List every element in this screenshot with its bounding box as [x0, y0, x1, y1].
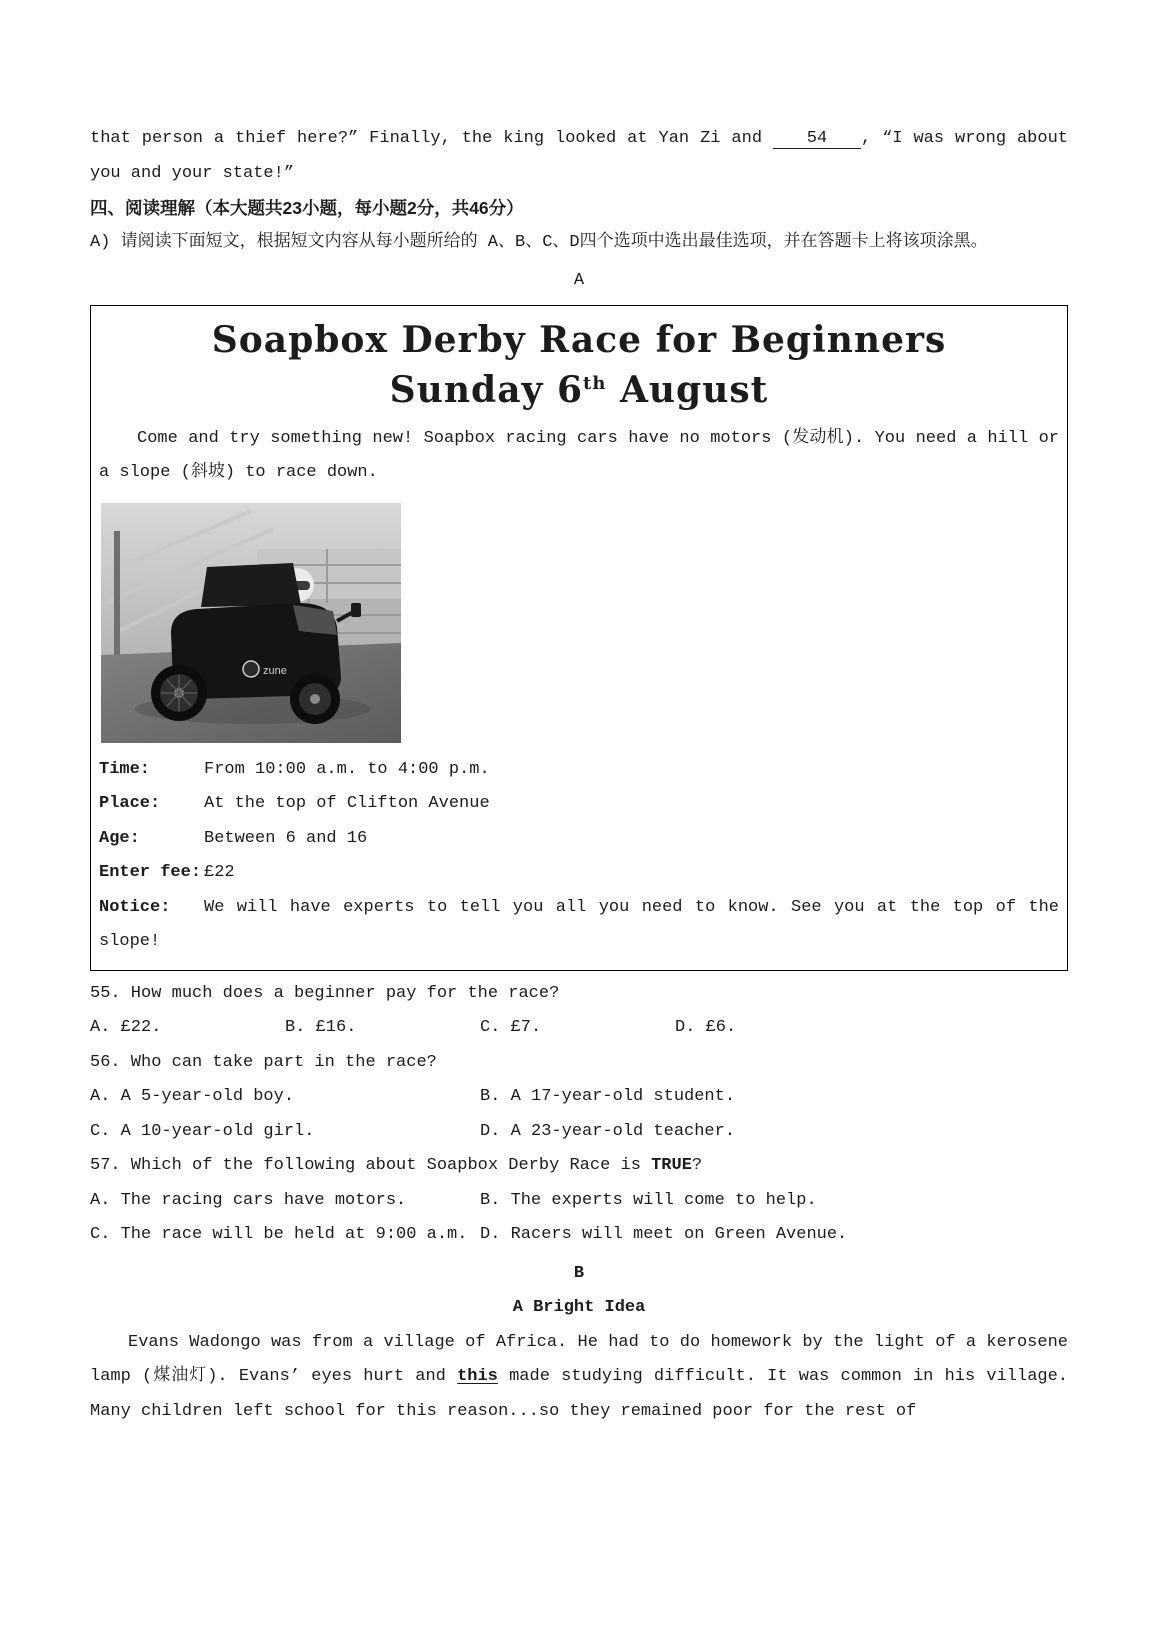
question-57-stem-pre: 57. Which of the following about Soapbox Derby Race is [90, 1156, 652, 1175]
question-55-options [90, 1011, 1068, 1046]
question-56-options-row1 [90, 1080, 1068, 1115]
option-57-a: A. The racing cars have motors. [90, 1190, 407, 1210]
option-57-b: B. The experts will come to help. [480, 1190, 817, 1210]
passage-b-label: B [573, 1263, 585, 1283]
fee-value: £22 [204, 863, 235, 882]
question-56-stem: 56. Who can take part in the race? [90, 1052, 437, 1072]
poster-title [99, 318, 1059, 412]
option-57-d: D. Racers will meet on Green Avenue. [480, 1225, 848, 1244]
poster-date-pre: Sunday 6 [389, 368, 584, 411]
poster-date-ordinal: th [583, 372, 607, 394]
option-55-c: C. £7. [480, 1018, 542, 1037]
passage-b-paragraph [90, 1326, 1068, 1430]
poster-title-line2 [99, 362, 1059, 412]
detail-row-fee [99, 856, 1059, 891]
notice-value: We will have experts to tell you all you need to know. See you at the top of the slope! [99, 897, 1059, 951]
section-heading: 四、阅读理解（本大题共23小题，每小题2分，共46分） [90, 198, 524, 218]
question-57-stem-post: ? [691, 1156, 703, 1175]
passage-a-label: A [573, 271, 585, 290]
question-57-options-row2 [90, 1218, 1068, 1253]
time-value: From 10:00 a.m. to 4:00 p.m. [204, 759, 490, 779]
place-value: At the top of Clifton Avenue [204, 794, 490, 813]
detail-row-time [99, 753, 1059, 788]
option-56-a: A. A 5-year-old boy. [90, 1087, 295, 1106]
poster-intro: Come and try something new! Soapbox racing cars have no motors (发动机). You need a hill or a slope (斜坡) to race down. [99, 428, 1059, 482]
poster-date-post: August [606, 368, 769, 411]
option-56-d: D. A 23-year-old teacher. [480, 1121, 736, 1141]
question-57-stem [90, 1149, 1068, 1184]
option-56-c: C. A 10-year-old girl. [90, 1121, 315, 1141]
passage-b-text-pre: Evans Wadongo was from a village of Africa. He had to do homework by the light of a kerosene lamp (煤油灯). Evans’ eyes hurt and [90, 1332, 1068, 1386]
poster-box [90, 305, 1068, 971]
passage-b-text-post: made studying difficult. It was common in his village. Many children left school for this reason...so they remained poor for the rest of [90, 1367, 1068, 1421]
instruction-text: A) 请阅读下面短文，根据短文内容从每小题所给的 A、B、C、D四个选项中选出最佳选项，并在答题卡上将该项涂黑。 [90, 232, 988, 252]
car-logo-text: zune [263, 664, 287, 677]
soapbox-car-photo [101, 503, 401, 743]
option-55-a: A. £22. [90, 1018, 162, 1037]
option-56-b: B. A 17-year-old student. [480, 1087, 736, 1106]
option-55-d: D. £6. [675, 1018, 737, 1037]
option-57-c: C. The race will be held at 9:00 a.m. [90, 1225, 468, 1244]
age-value: Between 6 and 16 [204, 828, 368, 848]
detail-row-place [99, 787, 1059, 822]
blank-54: 54 [773, 129, 861, 149]
age-label: Age: [99, 828, 140, 848]
option-55-b: B. £16. [285, 1018, 357, 1037]
soapbox-car-illustration [101, 503, 401, 743]
poster-title-line1: Soapbox Derby Race for Beginners [211, 318, 947, 361]
time-label: Time: [99, 759, 151, 779]
question-55-stem: 55. How much does a beginner pay for the race? [90, 983, 560, 1003]
detail-row-age [99, 822, 1059, 857]
question-56-options-row2 [90, 1115, 1068, 1150]
intro-before-blank: that person a thief here?” Finally, the king looked at Yan Zi and [90, 129, 773, 148]
detail-row-notice [99, 891, 1059, 960]
intro-paragraph [90, 122, 1068, 191]
intro-after-blank: , “I was wrong about you and your state!” [90, 129, 1068, 183]
notice-label: Notice: [99, 897, 171, 917]
passage-b-title: A Bright Idea [512, 1298, 646, 1317]
fee-label: Enter fee: [99, 863, 202, 882]
this-emphasis: this [457, 1367, 498, 1386]
place-label: Place: [99, 794, 161, 813]
true-emphasis: TRUE [651, 1156, 692, 1175]
question-57-options-row1 [90, 1184, 1068, 1219]
